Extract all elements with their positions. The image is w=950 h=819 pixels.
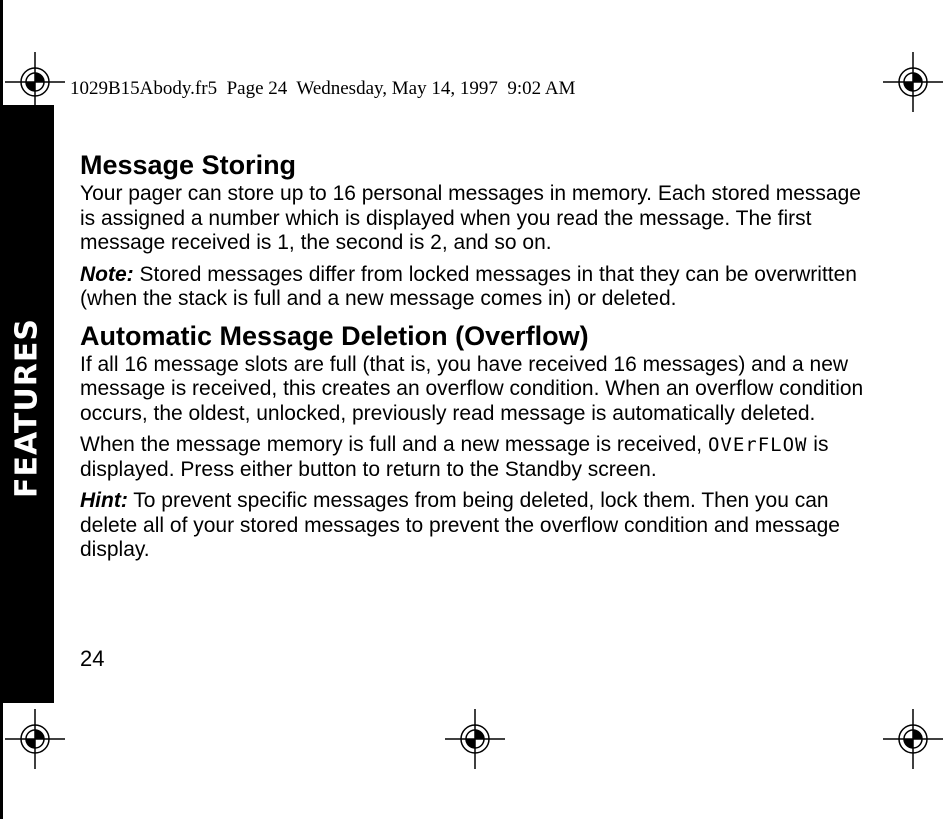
print-header: 1029B15Abody.fr5 Page 24 Wednesday, May 14, 1997 9:02 AM bbox=[70, 78, 576, 99]
note-paragraph bbox=[80, 263, 870, 312]
page-number: 24 bbox=[80, 646, 105, 671]
hint-paragraph bbox=[80, 489, 870, 563]
registration-mark-icon bbox=[445, 709, 505, 769]
overflow-display-text-end: is displayed. Press either button to return to the Standby screen. bbox=[80, 433, 829, 481]
section-title-overflow: Automatic Message Deletion (Overflow) bbox=[80, 320, 589, 351]
lcd-overflow-display: OVErFLOW bbox=[707, 434, 808, 456]
hint-label: Hint: bbox=[80, 489, 128, 512]
overflow-display-paragraph bbox=[80, 433, 870, 482]
side-tab-label: FEATURES bbox=[9, 318, 45, 498]
note-text: Stored messages differ from locked messages in that they can be overwritten (when the stack is full and a new message comes in) or deleted. bbox=[80, 262, 857, 310]
overflow-paragraph: If all 16 message slots are full (that is, you have received 16 messages) and a new message is received, this creates an overflow condition. When an overflow condition occurs, the oldest, unlocked, previously read message is automatically deleted. bbox=[80, 352, 864, 425]
registration-mark-icon bbox=[883, 709, 943, 769]
storing-paragraph: Your pager can store up to 16 personal messages in memory. Each stored message is assigned a number which is displayed when you read the message. The first message received is 1, the second is 2, and so on. bbox=[80, 182, 861, 254]
registration-mark-icon bbox=[883, 52, 943, 112]
registration-mark-icon bbox=[5, 709, 65, 769]
page-content bbox=[80, 148, 870, 570]
section-title-message-storing: Message Storing bbox=[80, 150, 297, 180]
registration-mark-icon bbox=[5, 52, 65, 112]
overflow-display-text-start: When the message memory is full and a new message is received, bbox=[80, 433, 708, 456]
note-label: Note: bbox=[80, 262, 134, 286]
hint-text: To prevent specific messages from being deleted, lock them. Then you can delete all of your stored messages to prevent the overflow condition and message display. bbox=[80, 489, 840, 561]
